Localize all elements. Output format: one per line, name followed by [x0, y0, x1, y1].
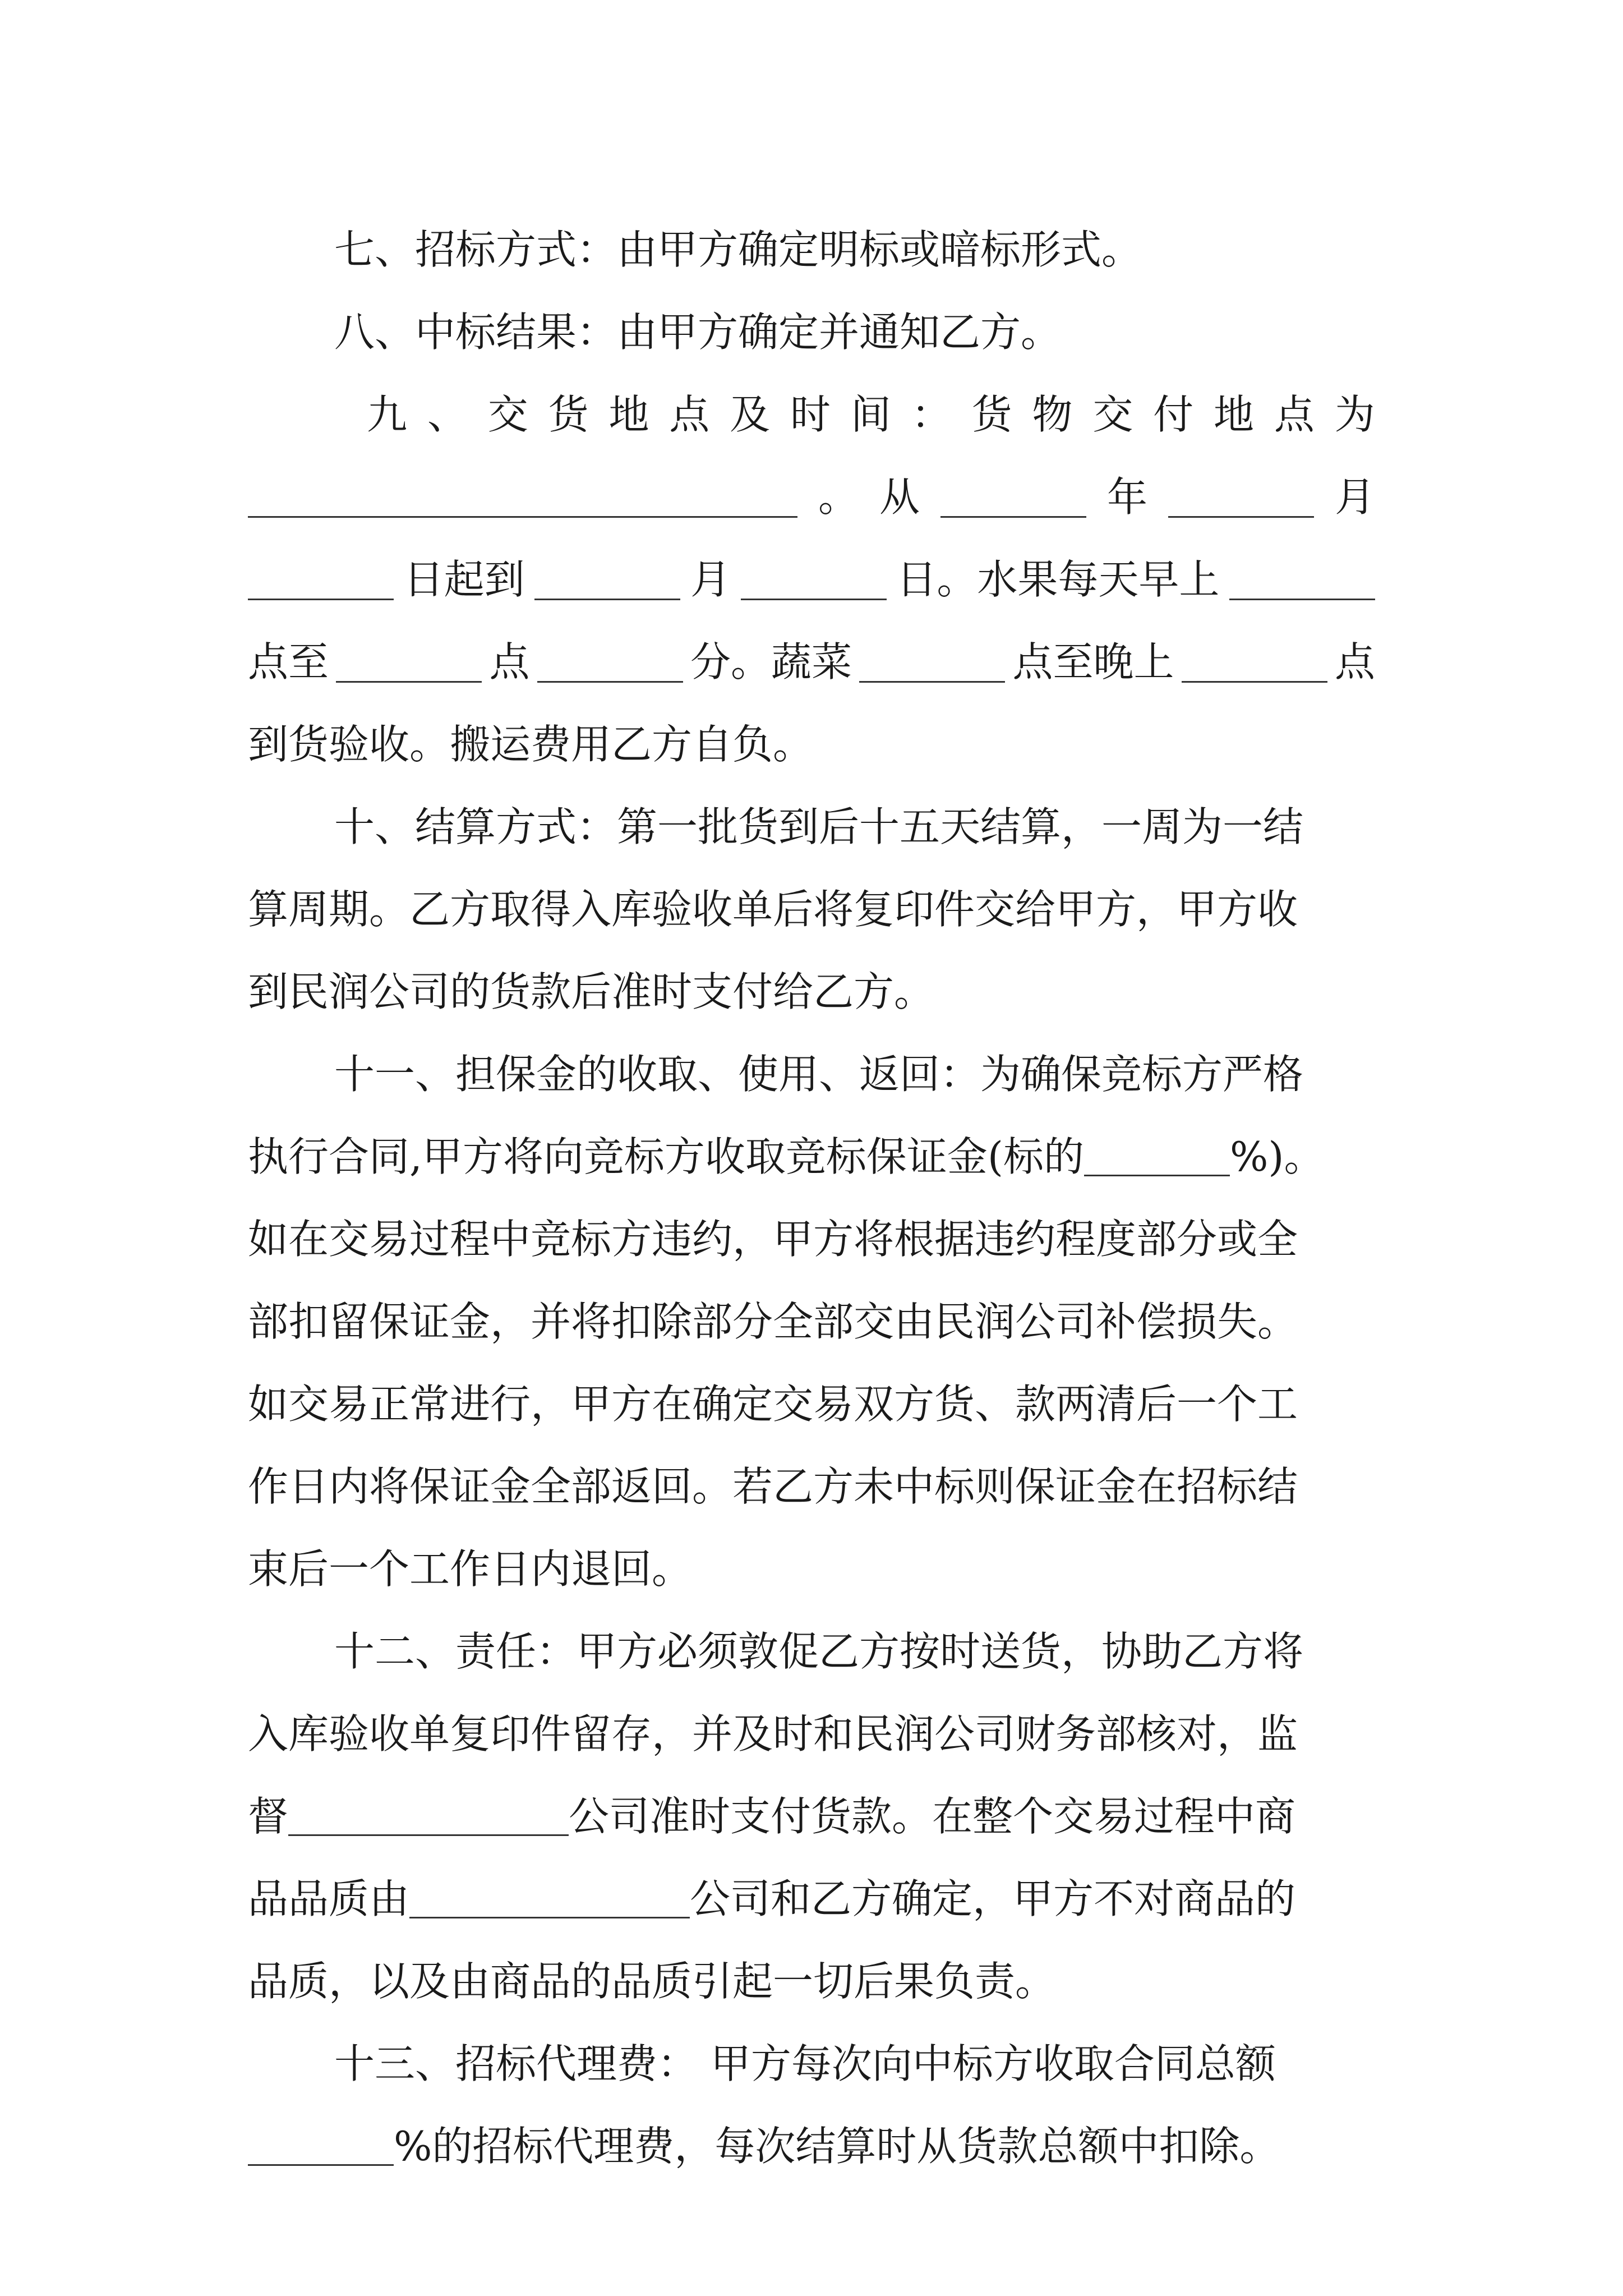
document-body	[248, 209, 1375, 2188]
text-segment: 点至	[248, 638, 329, 685]
text-segment: 品品质由	[248, 1875, 410, 1922]
clause-7: 七、招标方式：由甲方确定明标或暗标形式。	[334, 226, 1142, 273]
fruit-end-minute-blank	[537, 642, 683, 683]
clause-10-line-1: 十、结算方式：第一批货到后十五天结算，一周为一结	[334, 803, 1304, 850]
clause-11-line-1: 十一、担保金的收取、使用、返回：为确保竞标方严格	[334, 1051, 1304, 1098]
char: 货	[971, 391, 1012, 438]
char: 时	[790, 391, 831, 438]
clause-12-line-2: 入库验收单复印件留存，并及时和民润公司财务部核对，监	[248, 1710, 1298, 1757]
char: 地	[608, 391, 649, 438]
char: 点	[669, 391, 710, 438]
start-month-blank	[1168, 477, 1314, 518]
delivery-location-blank	[248, 477, 797, 518]
text-segment: 从	[879, 473, 920, 521]
quality-company-blank	[409, 1878, 690, 1918]
clause-9-line-1	[248, 374, 1375, 456]
char: 点	[1274, 391, 1315, 438]
char: 地	[1214, 391, 1255, 438]
text-segment: 年	[1106, 473, 1147, 521]
deposit-percent-blank	[1084, 1135, 1230, 1176]
text-segment: 。	[818, 473, 859, 521]
clause-9-line-5: 到货验收。搬运费用乙方自负。	[248, 721, 814, 768]
clause-8: 八、中标结果：由甲方确定并通知乙方。	[334, 309, 1062, 356]
text-segment: 点至晚上	[1012, 638, 1174, 685]
vegetable-start-hour-blank	[859, 642, 1005, 683]
supervised-company-blank	[288, 1795, 569, 1836]
clause-12-line-1: 十二、责任：甲方必须敦促乙方按时送货，协助乙方将	[334, 1628, 1304, 1675]
end-month-blank	[534, 559, 680, 600]
text-segment: 日起到	[403, 556, 525, 603]
clause-12-line-5: 品质，以及由商品的品质引起一切后果负责。	[248, 1958, 1056, 2005]
clause-9-line-4	[248, 621, 1375, 703]
clause-11-line-2	[248, 1116, 1375, 1198]
char: 间	[850, 391, 891, 438]
clause-11-line-3: 如在交易过程中竞标方违约，甲方将根据违约程度部分或全	[248, 1216, 1298, 1263]
char: ：	[911, 391, 952, 438]
clause-13-line-1: 十三、招标代理费： 甲方每次向中标方收取合同总额	[334, 2040, 1276, 2087]
text-segment: %的招标代理费，每次结算时从货款总额中扣除。	[394, 2123, 1280, 2170]
text-segment: 公司准时支付货款。在整个交易过程中商	[569, 1793, 1296, 1840]
clause-11-line-7: 束后一个工作日内退回。	[248, 1545, 693, 1593]
clause-10-line-3: 到民润公司的货款后准时支付给乙方。	[248, 968, 935, 1015]
char: 为	[1334, 391, 1375, 438]
text-segment: 分。蔬菜	[690, 638, 852, 685]
char: 交	[1092, 391, 1133, 438]
agency-fee-percent-blank	[248, 2125, 394, 2166]
text-segment: 月	[1334, 473, 1375, 521]
char: 交	[487, 391, 528, 438]
text-segment: %)。	[1229, 1133, 1325, 1180]
char: 货	[548, 391, 589, 438]
end-day-blank	[741, 559, 887, 600]
text-segment: 督	[248, 1793, 289, 1840]
fruit-start-hour-blank	[1229, 559, 1375, 600]
char: 及	[730, 391, 771, 438]
fruit-end-hour-blank	[336, 642, 482, 683]
clause-13-line-2	[248, 2105, 1375, 2188]
text-segment: 执行合同,甲方将向竞标方收取竞标保证金(标的	[248, 1133, 1084, 1180]
text-segment: 月	[690, 556, 731, 603]
text-segment: 点	[1334, 638, 1375, 685]
clause-10-line-2: 算周期。乙方取得入库验收单后将复印件交给甲方，甲方收	[248, 886, 1298, 933]
clause-11-line-4: 部扣留保证金，并将扣除部分全部交由民润公司补偿损失。	[248, 1298, 1298, 1345]
clause-12-line-4	[248, 1858, 1375, 1940]
char: 付	[1153, 391, 1194, 438]
clause-11-line-5: 如交易正常进行，甲方在确定交易双方货、款两清后一个工	[248, 1381, 1298, 1428]
char: 、	[427, 391, 468, 438]
clause-9-line-2	[248, 456, 1375, 539]
start-year-blank	[940, 477, 1086, 518]
clause-11-line-6: 作日内将保证金全部返回。若乙方未中标则保证金在招标结	[248, 1463, 1298, 1510]
clause-9-line-3	[248, 539, 1375, 621]
text-segment: 点	[489, 638, 530, 685]
vegetable-end-hour-blank	[1182, 642, 1327, 683]
start-day-blank	[248, 559, 394, 600]
char: 物	[1032, 391, 1073, 438]
clause-12-line-3	[248, 1775, 1375, 1858]
text-segment: 日。水果每天早上	[896, 556, 1220, 603]
text-segment: 公司和乙方确定，甲方不对商品的	[690, 1875, 1296, 1922]
char: 九	[367, 391, 408, 438]
